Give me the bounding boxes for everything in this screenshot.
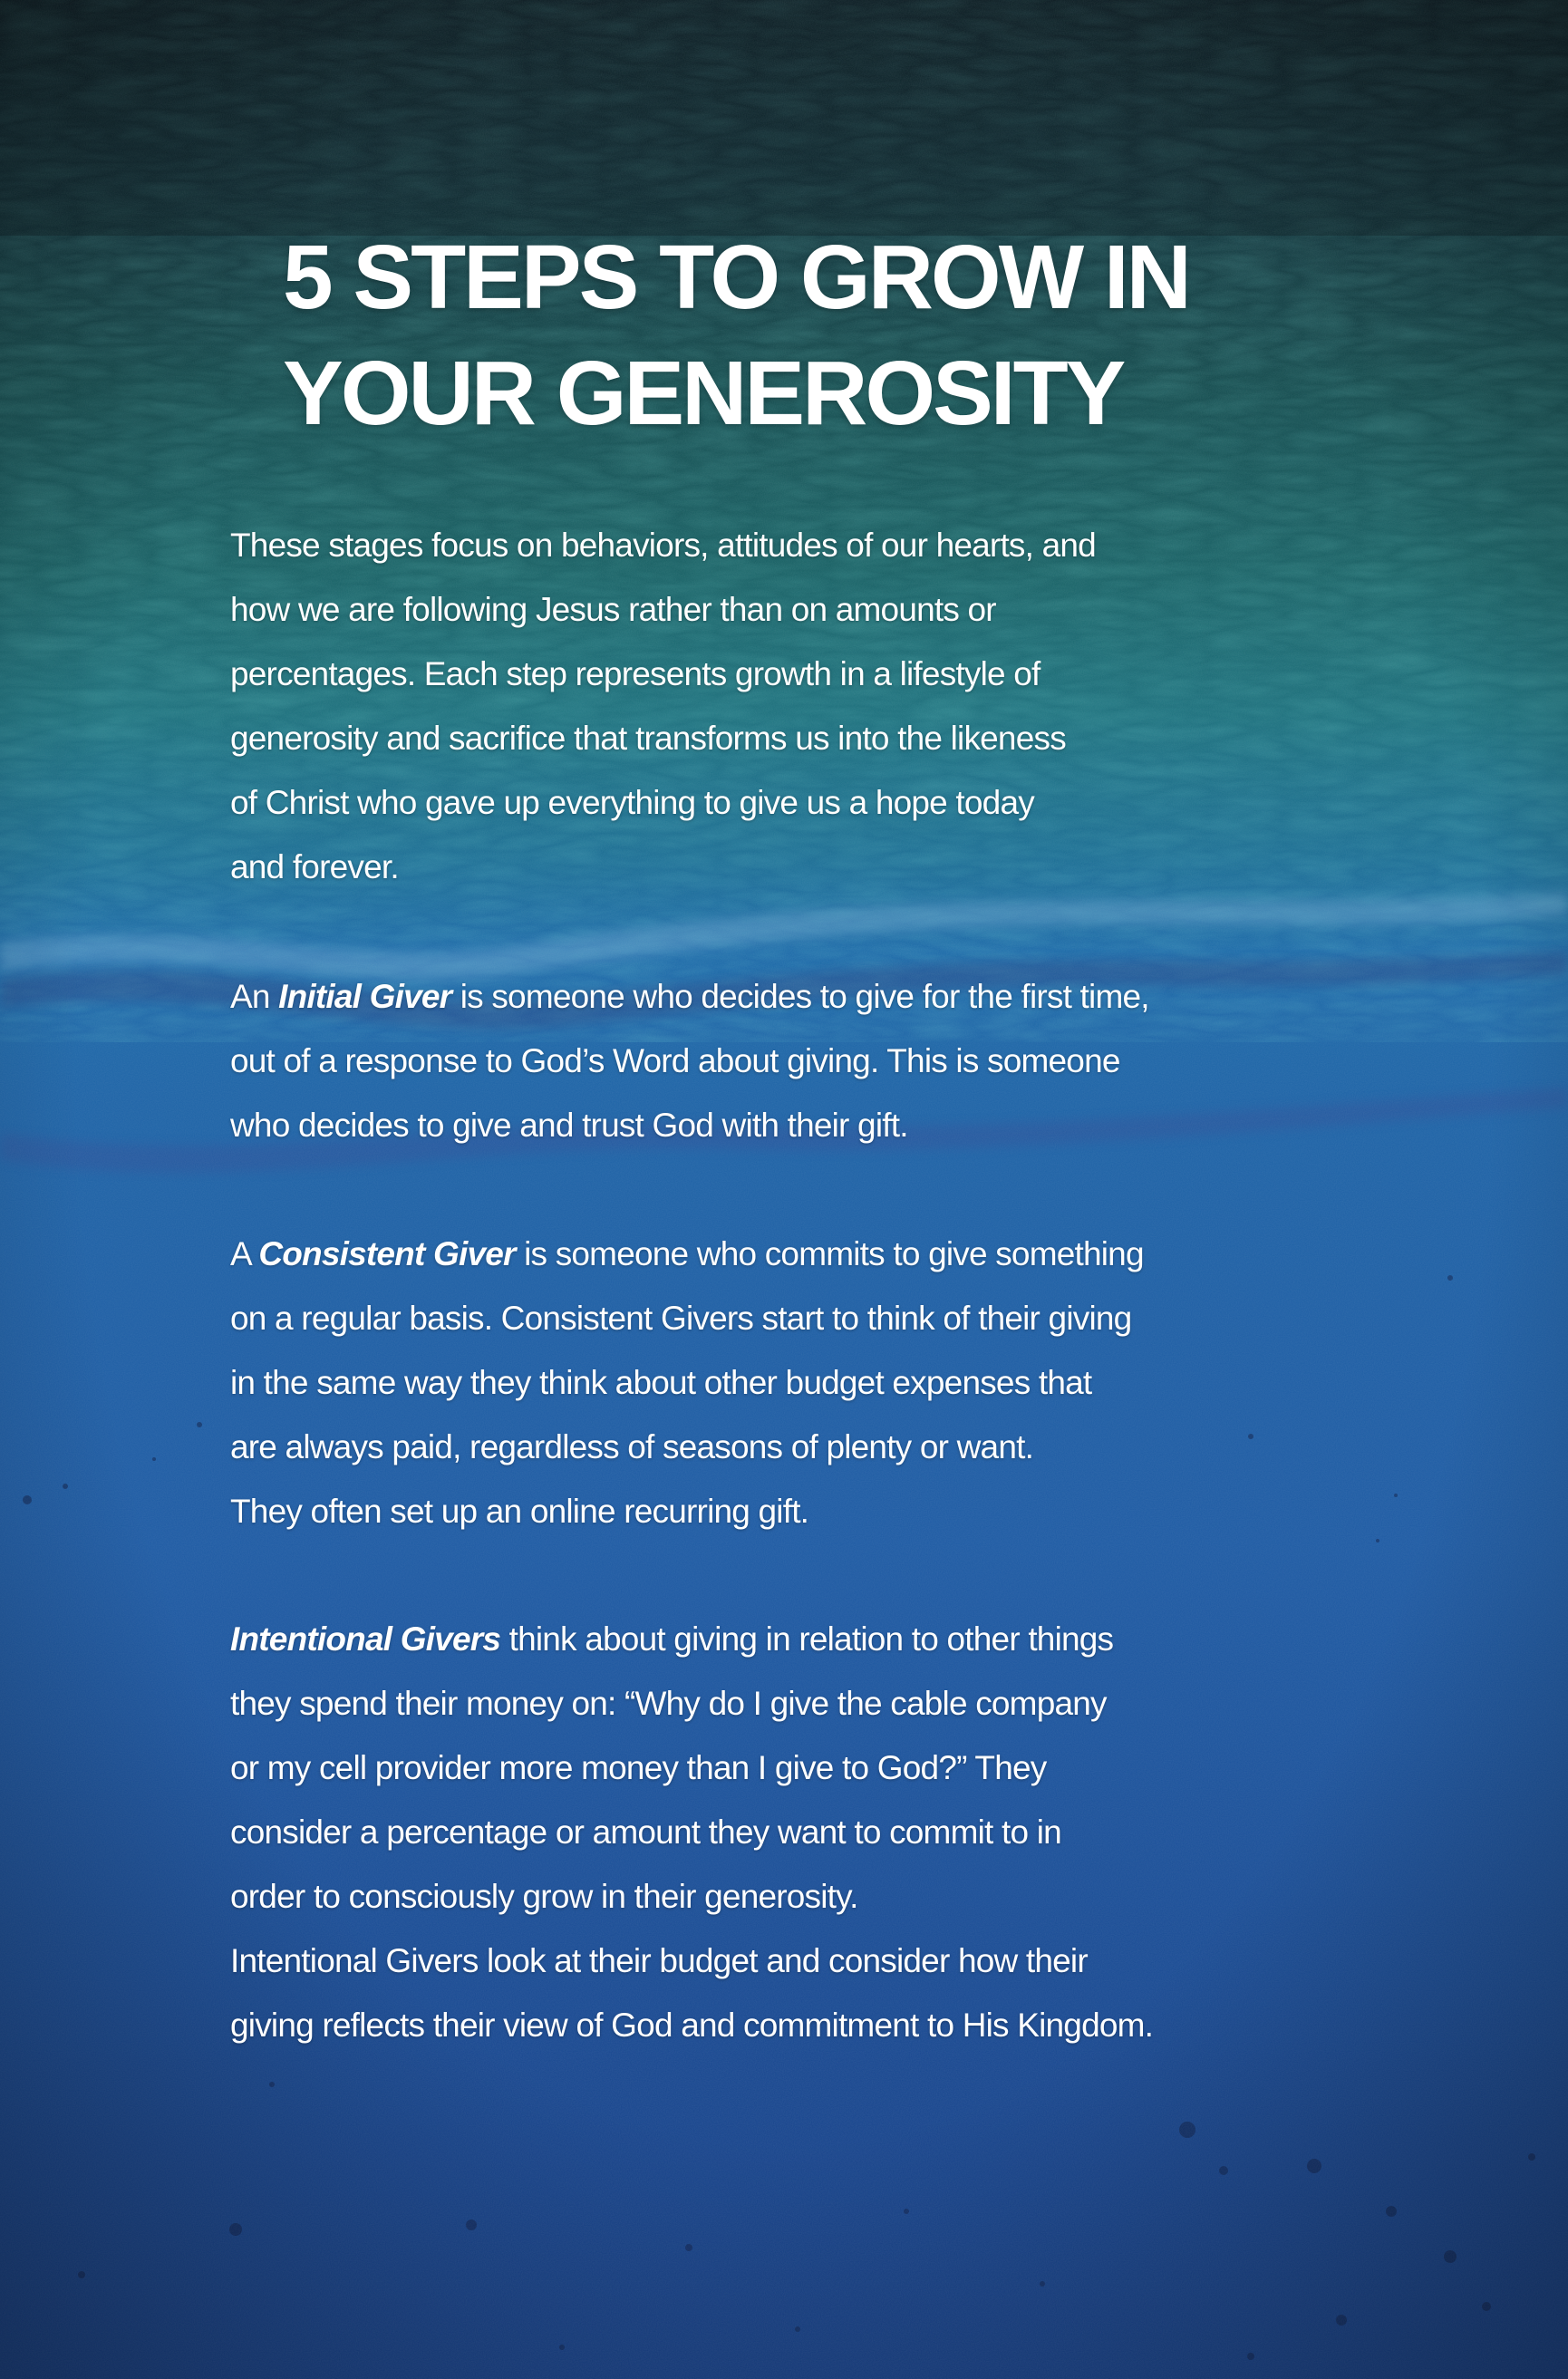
intentional-givers-line: giving reflects their view of God and commitment to His Kingdom. (230, 2007, 1154, 2044)
title-line-2: YOUR GENEROSITY (283, 343, 1124, 444)
intentional-givers-line: Intentional Givers look at their budget and consider how their (230, 1942, 1088, 1979)
intentional-givers-line: order to consciously grow in their generosity. (230, 1878, 858, 1915)
initial-giver-term: Initial Giver (278, 978, 452, 1015)
page-title (283, 219, 1370, 451)
intentional-givers-line: consider a percentage or amount they want to commit to in (230, 1813, 1061, 1851)
initial-giver-rest: is someone who decides to give for the first time, (451, 978, 1149, 1015)
consistent-giver-term: Consistent Giver (258, 1235, 516, 1272)
consistent-giver-rest: is someone who commits to give something (515, 1235, 1144, 1272)
intro-paragraph (230, 513, 1363, 899)
consistent-giver-line: are always paid, regardless of seasons of plenty or want. (230, 1428, 1034, 1465)
intentional-givers-line: or my cell provider more money than I give to God?” They (230, 1749, 1047, 1786)
intro-line: and forever. (230, 848, 399, 885)
initial-giver-line (230, 964, 1363, 1029)
consistent-giver-line (230, 1222, 1363, 1286)
consistent-giver-line: on a regular basis. Consistent Givers start to think of their giving (230, 1300, 1132, 1337)
intentional-givers-line: they spend their money on: “Why do I give the cable company (230, 1685, 1107, 1722)
initial-giver-line: out of a response to God’s Word about giving. This is someone (230, 1042, 1120, 1079)
consistent-giver-line: They often set up an online recurring gift. (230, 1493, 809, 1530)
intentional-givers-term: Intentional Givers (230, 1620, 501, 1658)
intro-line: of Christ who gave up everything to give us a hope today (230, 784, 1034, 821)
consistent-giver-lead: A (230, 1235, 259, 1272)
initial-giver-paragraph (230, 964, 1363, 1157)
intentional-givers-rest: think about giving in relation to other things (500, 1620, 1114, 1658)
intentional-givers-paragraph (230, 1607, 1363, 2057)
consistent-giver-paragraph (230, 1222, 1363, 1543)
intro-line: generosity and sacrifice that transforms us into the likeness (230, 720, 1066, 757)
intro-line: percentages. Each step represents growth in a lifestyle of (230, 655, 1040, 692)
initial-giver-line: who decides to give and trust God with their gift. (230, 1107, 908, 1144)
initial-giver-lead: An (230, 978, 279, 1015)
intentional-givers-line (230, 1607, 1363, 1671)
title-line-1: 5 STEPS TO GROW IN (283, 227, 1189, 328)
intro-line: These stages focus on behaviors, attitudes of our hearts, and (230, 527, 1096, 564)
consistent-giver-line: in the same way they think about other budget expenses that (230, 1364, 1092, 1401)
intro-line: how we are following Jesus rather than on amounts or (230, 591, 996, 628)
